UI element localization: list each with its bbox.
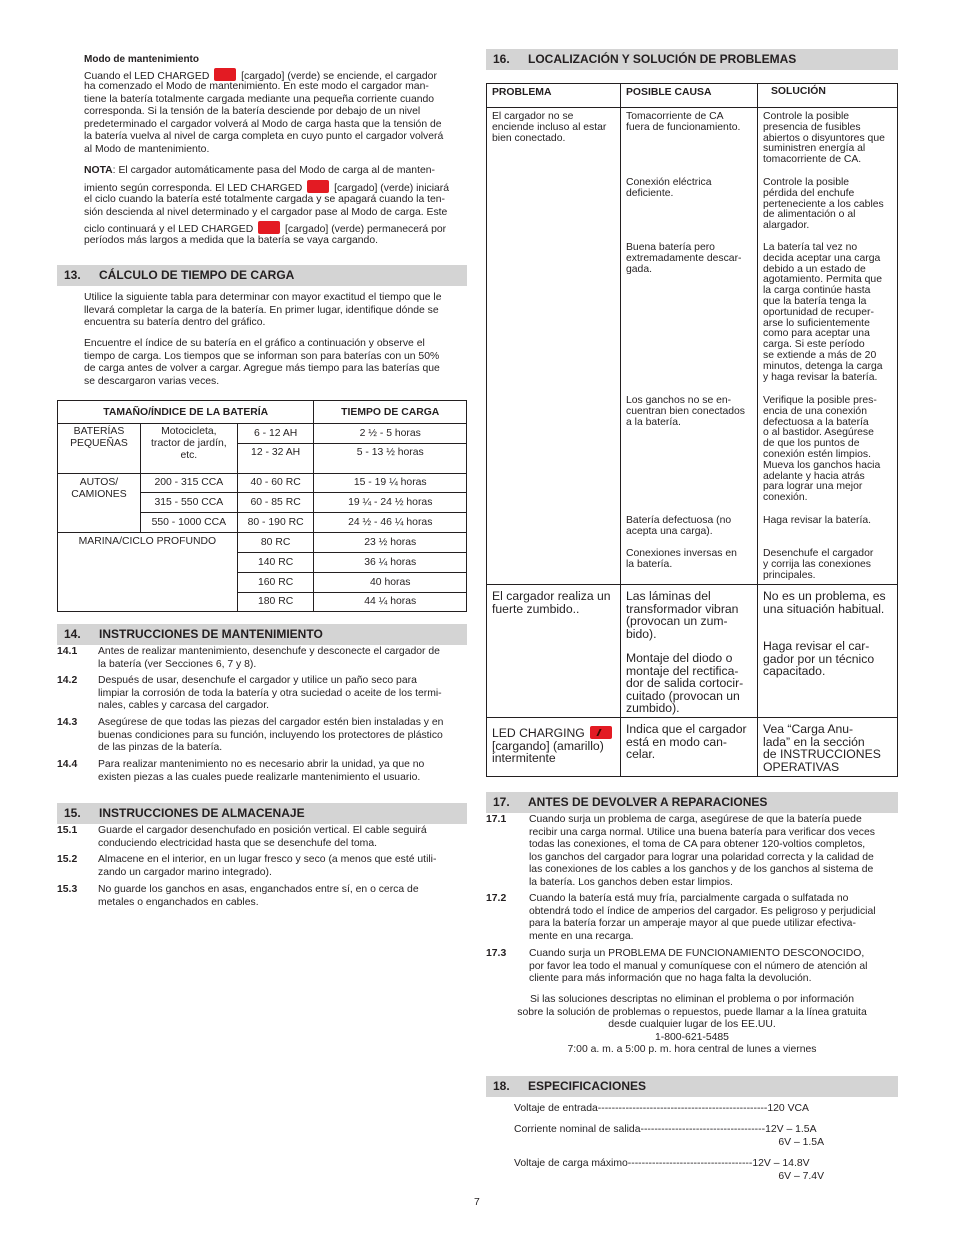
text-line: desde cualquier lugar de los EE.UU. (608, 1019, 776, 1030)
text-line: Mueva los ganchos hacia (763, 459, 881, 471)
text-line: presencia de fusibles (763, 121, 861, 133)
table-header-time: TIEMPO DE CARGA (314, 401, 467, 424)
phone-number: 1-800-621-5485 (655, 1031, 729, 1043)
charge-time-table (57, 400, 467, 612)
section-title: INSTRUCCIONES DE ALMACENAJE (99, 806, 305, 820)
item-number: 17.1 (486, 814, 507, 825)
section-13-paragraph-1 (84, 292, 442, 330)
text-line: perteneciente a los cables (763, 198, 884, 210)
text-line: montaje del rectifica- (626, 663, 739, 678)
note-label: NOTA (84, 165, 113, 176)
section-number: 14. (64, 627, 81, 641)
text-line: encuentra su batería dentro del gráfico. (84, 317, 266, 328)
text-line: Verifique la posible pres- (763, 395, 877, 406)
table-cell: 44 ¼ horas (314, 593, 467, 612)
section-title: INSTRUCCIONES DE MANTENIMIENTO (99, 627, 323, 641)
text-line: carga. Si este período (763, 339, 865, 351)
note-line-3: el ciclo cuando la batería esté totalmente cargada y se apagará cuando la ten- (84, 194, 446, 205)
maintenance-mode-text-b: [cargado] (verde) se enciende, el cargador (241, 71, 437, 82)
problem-cell (492, 590, 611, 615)
item-number: 14.3 (57, 717, 78, 728)
text-line: Cuando surja un PROBLEMA DE FUNCIONAMIENTO DESCONOCIDO, (529, 948, 865, 959)
text-line: Haga revisar la batería. (763, 515, 872, 526)
table-cell: 140 RC (237, 553, 314, 573)
maintenance-mode-title: Modo de mantenimiento (84, 54, 199, 65)
note-text: [cargado] (verde) iniciará (334, 183, 450, 194)
text-line: y haga revisar la batería. (763, 371, 878, 383)
text-line: se extiende a más de 20 (763, 349, 877, 361)
problem-cell (492, 726, 614, 765)
text-line: recibir una carga normal. Utilice una buena batería para verificar dos veces (529, 826, 875, 838)
spec-leader: ------------------------------------------------- (597, 1103, 768, 1114)
solution-cell (763, 640, 874, 678)
text-line: Cuando la batería está muy fría, parcialmente cargada o sulfatada no (529, 893, 849, 904)
text-line: cliente para más información que no haga falta la devolución. (529, 973, 812, 984)
text-line: Encuentre el índice de su batería en el gráfico a continuación y observe el (84, 338, 425, 349)
text-line: CAMIONES (71, 489, 127, 500)
row-divider (487, 107, 897, 108)
text-line: extremadamente descar- (626, 252, 742, 264)
text-line: Indica que el cargador (626, 722, 747, 736)
item-number: 14.4 (57, 759, 78, 770)
cause-cell (626, 243, 742, 275)
text-line: gada. (626, 263, 653, 275)
text-line: tractor de jardín, (150, 438, 227, 449)
text-line: de que los puntos de (763, 438, 860, 450)
text-line: que la batería tenga la (763, 295, 867, 307)
text-line: de alimentación o al (763, 209, 856, 221)
item-text (98, 825, 427, 850)
text-line: cuentran bien conectados (626, 405, 746, 417)
cause-cell (626, 723, 747, 761)
text-line: alargador. (763, 220, 810, 232)
table-cell: 24 ½ - 46 ¼ horas (314, 513, 467, 533)
note-text: [cargado] (verde) permanecerá por (284, 224, 447, 235)
text-line: nales, cables y carcasa del cargador. (98, 700, 269, 711)
text-line: zumbido). (626, 701, 680, 715)
note-line-4: sión descienda al nivel determinado y el cargador pase al Modo de carga. Este (84, 207, 448, 218)
spec-output-current (514, 1123, 817, 1136)
section-14-header (57, 624, 467, 645)
item-number: 17.2 (486, 893, 507, 904)
section-number: 17. (493, 795, 510, 809)
text-line: defectuosa a la batería (763, 416, 869, 428)
text-line: El cargador realiza un (492, 589, 611, 603)
text-line: Vea “Carga Anu- (763, 722, 854, 736)
item-number: 15.3 (57, 884, 78, 895)
cause-cell (626, 549, 737, 571)
spec-label: Corriente nominal de salida (514, 1124, 641, 1135)
spec-value: 12V – 14.8V (752, 1158, 810, 1169)
text-line: Haga revisar el car- (763, 639, 870, 653)
text-line: de INSTRUCCIONES (763, 747, 881, 761)
text-line: y corrija las conexiones (763, 558, 871, 570)
cause-cell (626, 652, 743, 715)
marine-cell: MARINA/CICLO PROFUNDO (58, 533, 238, 612)
solution-cell (763, 178, 884, 232)
item-number: 15.1 (57, 825, 78, 836)
text-line: al Modo de mantenimiento. (84, 143, 210, 155)
item-number: 14.1 (57, 646, 78, 657)
text-line: OPERATIVAS (763, 759, 840, 774)
text-line (492, 726, 614, 740)
text-line: dor de salida cortocir- (626, 676, 744, 690)
led-charging-icon (590, 726, 612, 739)
item-text (98, 884, 419, 909)
text-line: El cargador no se (492, 111, 574, 122)
text-line: encia de una conexión (763, 405, 867, 417)
solution-cell (763, 590, 886, 615)
column-divider (620, 84, 621, 776)
text-line: se descargaron varias veces. (84, 375, 220, 387)
text-line: para la batería forzar un amperaje mayor al que puede utilizar efectiva- (529, 918, 856, 929)
text-line: arse lo suficientemente (763, 317, 870, 329)
text-line: conexión. (763, 492, 808, 504)
section-number: 15. (64, 806, 81, 820)
table-cell: 19 ¼ - 24 ½ horas (314, 493, 467, 513)
text-line: PEQUEÑAS (70, 438, 128, 449)
table-cell: 12 - 32 AH (237, 444, 314, 474)
note-text: ciclo continuará y el LED CHARGED (84, 224, 254, 235)
text-line: zando un cargador marino integrado). (98, 866, 272, 878)
item-number: 15.2 (57, 854, 78, 865)
text-line: por favor lea todo el manual y comuníquese con el número de atención al (529, 960, 868, 972)
text-line: acepta una carga). (626, 525, 713, 537)
item-text (98, 854, 436, 879)
text-line: pérdida del enchufe (763, 187, 855, 199)
note-text: : El cargador automáticamente pasa del Modo de carga al de manten- (112, 165, 435, 176)
text-line: de las pinzas de la batería. (98, 742, 223, 753)
text-line: metales o enganchados en cables. (98, 896, 259, 908)
text-line: capacitado. (763, 664, 826, 678)
text-line: la carga continúe hasta (763, 285, 871, 297)
text-line: No es un problema, es (763, 589, 886, 603)
motorcycle-cell (140, 424, 237, 474)
item-number: 14.2 (57, 675, 78, 686)
note-line-6: períodos más largos a medida que la batería se vaya cargando. (84, 235, 379, 246)
row-divider (487, 584, 897, 585)
text-line: fuerte zumbido.. (492, 601, 580, 616)
text-line: Antes de realizar mantenimiento, desenchufe y desconecte el cargador de (98, 646, 440, 657)
text-line: conexión estén limpios. (763, 448, 872, 460)
text-line: Después de usar, desenchufe el cargador y utilice un paño seco para (98, 675, 417, 686)
text-line: Si las soluciones descriptas no eliminan el problema o por información (529, 994, 854, 1005)
text-line: Para realizar mantenimiento no es necesario abrir la unidad, ya que no (98, 759, 425, 770)
item-text (98, 646, 440, 671)
spec-value: 120 VCA (767, 1103, 809, 1114)
text-line: existen piezas a las cuales puede realizarle mantenimiento el usuario. (98, 771, 421, 783)
table-cell: 36 ¼ horas (314, 553, 467, 573)
text-line: los ganchos del cargador para lograr una polaridad correcta y la calidad de (529, 851, 874, 863)
spec-max-charge-voltage-6v: 6V – 7.4V (778, 1171, 824, 1182)
section-17-header (486, 792, 898, 813)
text-line: a la batería. (626, 416, 681, 428)
text-line: limpiar la corrosión de toda la batería y otra suciedad o aceite de los termi- (98, 687, 442, 699)
item-text (98, 675, 442, 713)
column-header-solution: SOLUCIÓN (771, 86, 826, 97)
text-line: la batería. Los ganchos deben estar limpios. (529, 876, 733, 888)
text-line: No guarde los ganchos en asas, enganchados entre sí, en o cerca de (98, 884, 419, 895)
text-line: abiertos o disyuntores que (763, 132, 885, 144)
small-batteries-cell (58, 424, 141, 474)
text-line: llevará completar la carga de la batería. En primer lugar, identifique dónde se (84, 304, 439, 316)
table-cell: 60 - 85 RC (237, 493, 314, 513)
spec-input-voltage (514, 1102, 809, 1115)
item-text (98, 717, 443, 755)
text-line: obtendrá todo el índice de amperios del cargador. Es peligroso y perjudicial (529, 905, 876, 917)
solution-cell (763, 243, 883, 383)
text-line: Cuando surja un problema de carga, asegúrese de que la batería puede (529, 814, 862, 825)
text-line: Utilice la siguiente tabla para determinar con mayor exactitud el tiempo que le (84, 292, 442, 303)
solution-cell (763, 396, 880, 504)
led-charged-icon (214, 68, 236, 81)
text-line: Los ganchos no se en- (626, 395, 732, 406)
text-line: agotamiento. Permita que (763, 274, 882, 286)
table-cell: 160 RC (237, 573, 314, 593)
text-line: todas las conexiones, el toma de CA para obtener 120-voltios completos, (529, 839, 866, 850)
table-cell: 80 - 190 RC (237, 513, 314, 533)
table-cell: 23 ½ horas (314, 533, 467, 553)
solution-cell (763, 723, 881, 773)
text-line: oportunidad de recuper- (763, 306, 874, 318)
text-line: Montaje del diodo o (626, 651, 733, 665)
cause-cell (626, 590, 738, 640)
led-charged-icon (258, 221, 280, 234)
item-text (98, 759, 424, 784)
text-line: de carga antes de volver a cargar. Agregue más tiempo para las baterías que (84, 363, 440, 374)
text-line: enciende incluso al estar (492, 121, 607, 133)
maintenance-mode-text-a: Cuando el LED CHARGED (84, 71, 210, 82)
note-line-1 (84, 165, 435, 178)
table-header-size: TAMAÑO/ÍNDICE DE LA BATERÍA (58, 401, 314, 424)
text-line: 7:00 a. m. a 5:00 p. m. hora central de lunes a viernes (567, 1044, 817, 1055)
column-header-cause: POSIBLE CAUSA (626, 87, 712, 98)
text-line: La batería tal vez no (763, 242, 858, 253)
text-line: predeterminado el cargador volverá al Modo de carga hasta que la tensión de (84, 118, 442, 130)
text-line: minutos, detenga la carga (763, 360, 883, 372)
item-number: 17.3 (486, 948, 507, 959)
table-cell: 40 - 60 RC (237, 474, 314, 493)
led-charging-label: LED CHARGING (492, 726, 585, 740)
text-line: Asegúrese de que todas las piezas del cargador estén bien instaladas y en (98, 717, 444, 728)
autos-cell (58, 474, 141, 533)
text-line: lada” en la sección (763, 734, 865, 749)
table-cell: 2 ½ - 5 horas (314, 424, 467, 444)
section-number: 18. (493, 1079, 510, 1093)
text-line: Almacene en el interior, en un lugar fresco y seco (a menos que esté utili- (98, 854, 437, 865)
text-line: transformador vibran (626, 601, 739, 616)
text-line: intermitente (492, 751, 556, 765)
solution-cell (763, 549, 873, 581)
text-line: Conexiones inversas en (626, 548, 737, 559)
table-cell: 40 horas (314, 573, 467, 593)
text-line: buenas condiciones para su función, incluyendo los protectores de plástico (98, 729, 443, 741)
note-text: imiento según corresponda. El LED CHARGED (84, 183, 303, 194)
section-title: ESPECIFICACIONES (528, 1079, 647, 1093)
table-cell: 6 - 12 AH (237, 424, 314, 444)
maintenance-mode-paragraph (84, 81, 443, 156)
table-cell: 200 - 315 CCA (140, 474, 237, 493)
customer-service-info (486, 994, 898, 1057)
text-line: gador por un técnico (763, 651, 875, 666)
text-line: principales. (763, 569, 816, 581)
section-13-header (57, 265, 467, 286)
item-text (529, 948, 867, 986)
text-line: Las láminas del (626, 589, 711, 603)
spec-label: Voltaje de entrada (514, 1103, 598, 1114)
section-13-paragraph-2 (84, 338, 440, 388)
text-line: suministren energía al (763, 143, 866, 155)
column-divider (757, 84, 758, 776)
cause-cell (626, 178, 711, 200)
text-line: las conexiones de los cables a los ganchos y de los ganchos al sistema de (529, 864, 874, 875)
text-line: como para aceptar una (763, 328, 870, 340)
text-line: (provocan un zum- (626, 614, 728, 628)
text-line: Batería defectuosa (no (626, 515, 732, 526)
table-cell: 80 RC (237, 533, 314, 553)
text-line: AUTOS/ (79, 477, 119, 488)
text-line: la batería (ver Secciones 6, 7 y 8). (98, 658, 257, 670)
text-line: mente en una recarga. (529, 930, 634, 942)
section-number: 13. (64, 268, 81, 282)
text-line: tiempo de carga. Los tiempos que se informan son para baterías con un 50% (84, 350, 440, 362)
text-line: BATERÍAS (73, 426, 125, 437)
text-line: sobre la solución de problemas o repuestos, puede llamar a la línea gratuita (517, 1006, 867, 1018)
text-line: la batería. (626, 558, 673, 570)
problem-cell (492, 112, 606, 144)
row-divider (487, 717, 897, 718)
spec-leader: ------------------------------------ (627, 1158, 753, 1169)
text-line: para lograr una mejor (763, 481, 863, 493)
section-18-header (486, 1076, 898, 1097)
text-line: Desenchufe el cargador (763, 548, 874, 559)
spec-value: 12V – 1.5A (765, 1124, 817, 1135)
text-line: tiene la batería totalmente cargada mediante una pequeña corriente cuando (84, 93, 435, 105)
cause-cell (626, 112, 740, 134)
text-line: bien conectado. (492, 132, 566, 144)
page-number: 7 (474, 1197, 480, 1208)
column-header-problem: PROBLEMA (492, 87, 552, 98)
text-line: está en modo can- (626, 734, 727, 749)
section-16-header (486, 49, 898, 70)
spec-label: Voltaje de carga máximo (514, 1158, 628, 1169)
text-line: decida aceptar una carga (763, 252, 881, 264)
text-line: o al bastidor. Asegúrese (763, 427, 874, 439)
item-text (529, 893, 876, 943)
table-cell: 315 - 550 CCA (140, 493, 237, 513)
text-line: Tomacorriente de CA (626, 111, 724, 122)
text-line: Conexión eléctrica (626, 177, 712, 188)
text-line: debido a un estado de (763, 263, 866, 275)
cause-cell (626, 516, 731, 538)
section-title: LOCALIZACIÓN Y SOLUCIÓN DE PROBLEMAS (528, 52, 797, 66)
section-number: 16. (493, 52, 510, 66)
solution-cell (763, 516, 871, 527)
led-charged-icon (307, 180, 329, 193)
section-title: ANTES DE DEVOLVER A REPARACIONES (528, 795, 768, 809)
text-line: ha comenzado el Modo de mantenimiento. En este modo el cargador man- (84, 81, 429, 92)
text-line: tomacorriente de CA. (763, 154, 862, 166)
text-line: celar. (626, 747, 656, 761)
section-15-header (57, 803, 467, 824)
item-text (529, 814, 875, 889)
cause-cell (626, 396, 745, 428)
text-line: Controle la posible (763, 177, 850, 188)
text-line: conduciendo electricidad hasta que se desenchufe del toma. (98, 837, 378, 849)
text-line: Controle la posible (763, 111, 850, 122)
text-line: Motocicleta, (161, 426, 217, 437)
text-line: adelante y hacia atrás (763, 470, 865, 482)
text-line: cuitado (provocan un (626, 688, 740, 703)
text-line: Guarde el cargador desenchufado en posición vertical. El cable seguirá (98, 825, 427, 836)
table-cell: 15 - 19 ¼ horas (314, 474, 467, 493)
table-cell: 5 - 13 ½ horas (314, 444, 467, 474)
spec-output-current-6v: 6V – 1.5A (778, 1137, 824, 1148)
table-cell: 180 RC (237, 593, 314, 612)
text-line: etc. (180, 450, 198, 461)
spec-leader: ------------------------------------ (640, 1124, 766, 1135)
text-line: Buena batería pero (626, 242, 715, 253)
section-title: CÁLCULO DE TIEMPO DE CARGA (99, 268, 295, 282)
text-line: corresponda. Si la tensión de la batería desciende por debajo de un nivel (84, 106, 421, 117)
text-line: una situación habitual. (763, 601, 885, 616)
spec-max-charge-voltage (514, 1157, 810, 1170)
text-line: la batería vuelva al nivel de carga completa en cuyo punto el cargador volverá (84, 131, 444, 142)
text-line: deficiente. (626, 187, 674, 199)
solution-cell (763, 112, 885, 166)
text-line: bido). (626, 626, 657, 641)
table-cell: 550 - 1000 CCA (140, 513, 237, 533)
text-line: [cargando] (amarillo) (492, 738, 604, 753)
text-line: fuera de funcionamiento. (626, 121, 741, 133)
